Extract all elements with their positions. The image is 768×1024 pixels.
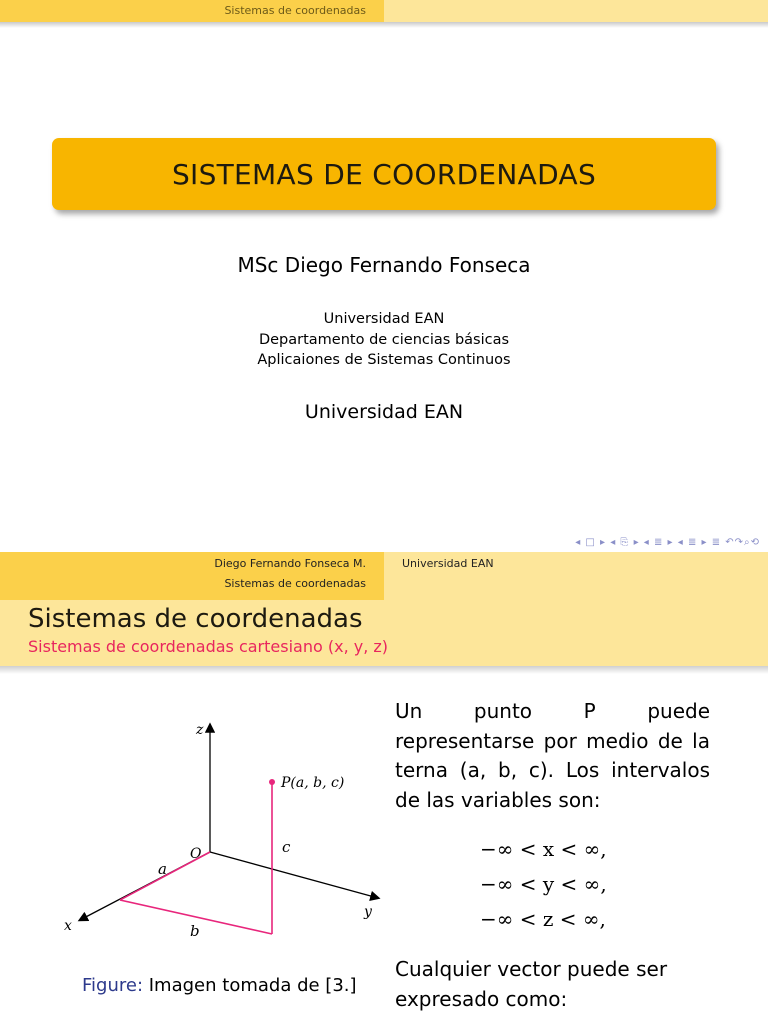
institution-line: Departamento de ciencias básicas <box>258 331 510 348</box>
header-author: Diego Fernando Fonseca M. <box>214 557 366 570</box>
figure-caption <box>82 975 357 996</box>
origin-label: O <box>190 846 202 862</box>
header-institute: Universidad EAN <box>402 557 494 570</box>
paragraph-vector-expression: Cualquier vector puede ser expresado como: <box>395 957 668 1011</box>
label-b: b <box>190 922 200 940</box>
y-axis <box>210 852 378 898</box>
label-c: c <box>282 838 291 856</box>
equation-z-range: −∞ < z < ∞, <box>480 907 606 931</box>
frame-title-bar <box>0 600 768 666</box>
institution-line: Universidad EAN <box>323 311 445 327</box>
point-label: P(a, b, c) <box>281 775 345 791</box>
headline-bar <box>0 0 768 22</box>
point-p <box>269 779 275 785</box>
caption-text: Imagen tomada de [3.] <box>143 975 357 996</box>
institution-line: Aplicaiones de Sistemas Continuos <box>257 352 511 368</box>
caption-label: Figure: <box>82 975 144 996</box>
header-title: Sistemas de coordenadas <box>224 577 366 590</box>
author-name: MSc Diego Fernando Fonseca <box>237 253 531 277</box>
axis-z-label: z <box>196 722 204 738</box>
presentation-title: SISTEMAS DE COORDENADAS <box>52 138 716 210</box>
slide-header-bar <box>0 552 768 600</box>
content-slide <box>0 552 768 1024</box>
frame-title: Sistemas de coordenadas <box>28 604 363 634</box>
frame-subtitle: Sistemas de coordenadas cartesiano (x, y, z) <box>28 637 389 656</box>
paragraph-point-representation: Un punto P puede representarse por medio de la terna (a, b, c). Los intervalos de las variables son: <box>395 699 710 812</box>
axis-y-label: y <box>364 904 372 920</box>
equation-x-range: −∞ < x < ∞, <box>480 837 607 861</box>
coordinate-diagram <box>50 712 390 952</box>
institution-block <box>0 309 768 371</box>
axis-x-label: x <box>64 918 72 934</box>
headline-title: Sistemas de coordenadas <box>224 4 366 17</box>
beamer-navigation-icons[interactable]: ◂ □ ▸ ◂ ⎘ ▸ ◂ ≣ ▸ ◂ ≣ ▸ ≣ ↶↷⌕⟲ <box>575 537 760 548</box>
label-a: a <box>158 860 167 878</box>
institute-name: Universidad EAN <box>304 401 464 423</box>
equation-y-range: −∞ < y < ∞, <box>480 872 607 896</box>
